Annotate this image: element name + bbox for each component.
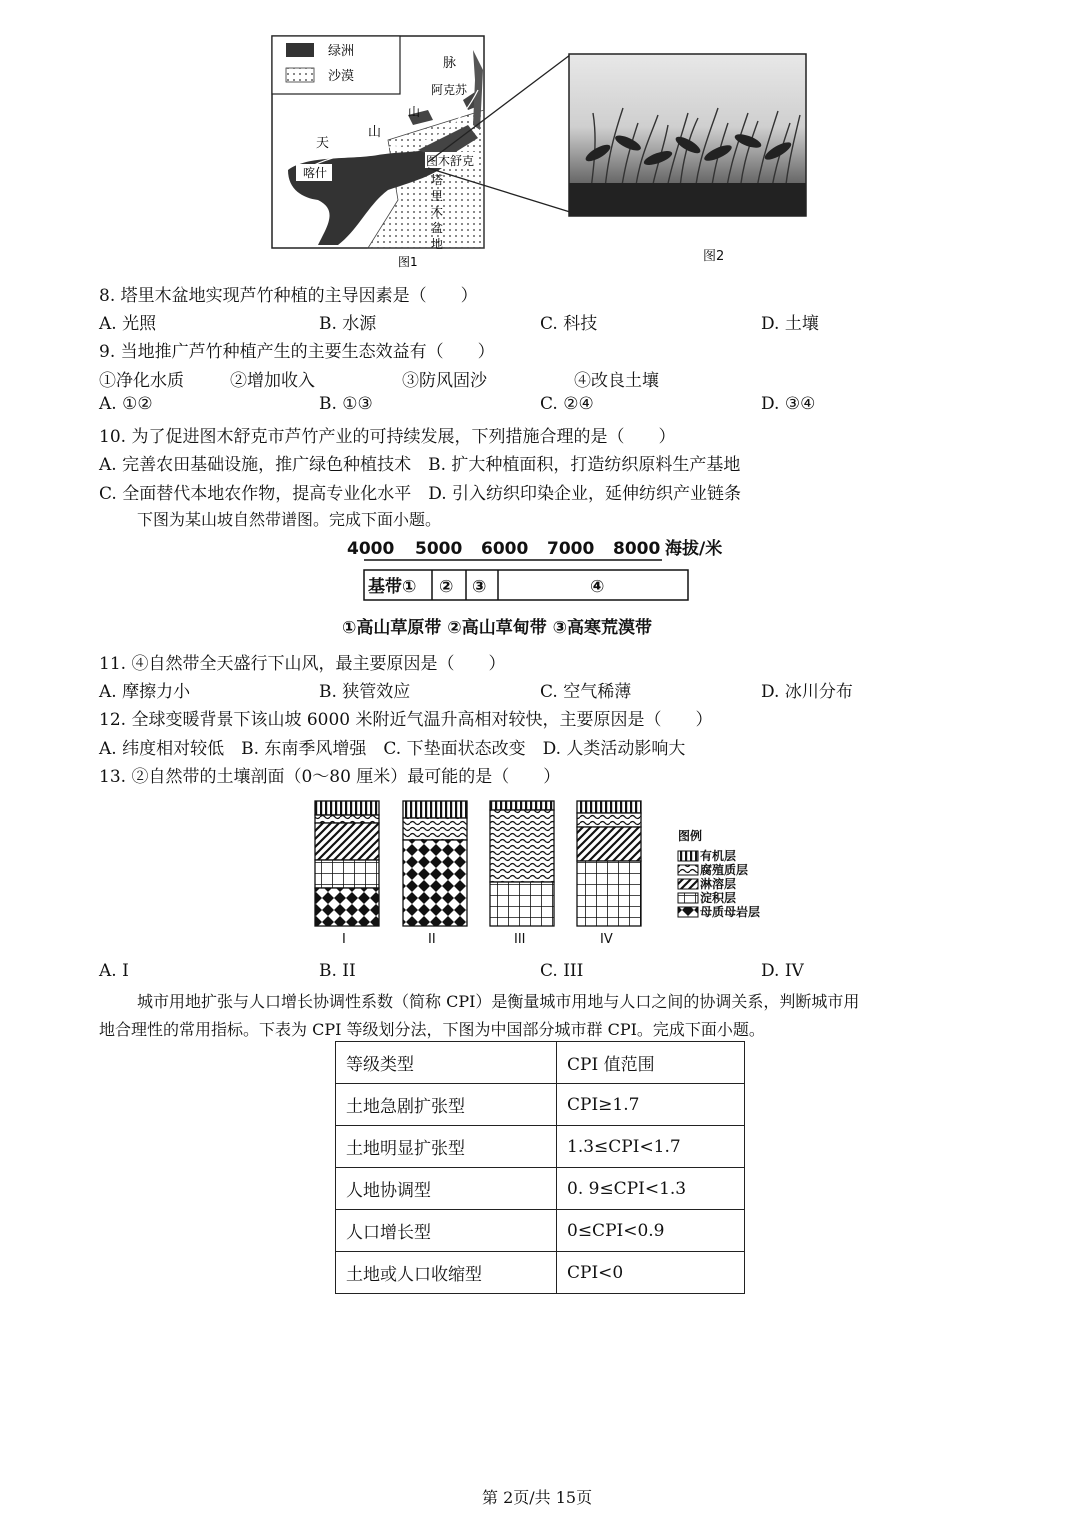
table-row	[336, 1210, 745, 1252]
q9-option-b[interactable]: B. ①③	[319, 394, 373, 414]
altitude-tick: 4000	[347, 539, 395, 559]
basin-char: 里	[431, 189, 444, 203]
q10-options-ab[interactable]: A. 完善农田基础设施，推广绿色种植技术 B. 扩大种植面积，打造纺织原料生产基地	[99, 455, 741, 475]
map-label-akesu: 阿克苏	[431, 83, 468, 97]
q9-option-c[interactable]: C. ②④	[540, 394, 594, 414]
table-row	[336, 1084, 745, 1126]
altitude-chart-legend: ①高山草原带 ②高山草甸带 ③高寒荒漠带	[342, 618, 653, 638]
zone-2: ②	[439, 577, 454, 597]
intro-cpi-line1: 城市用地扩张与人口增长协调性系数（简称 CPI）是衡量城市用地与人口之间的协调关系，判断城市用	[137, 992, 860, 1011]
soil-legend-item: 母质母岩层	[700, 905, 761, 919]
table-cell-range: 0. 9≤CPI<1.3	[557, 1168, 745, 1210]
page-footer: 第 2页/共 15页	[482, 1488, 593, 1507]
soil-column-label: I	[342, 932, 346, 947]
table-header-row	[336, 1042, 745, 1084]
table-cell-type: 土地急剧扩张型	[336, 1084, 557, 1126]
basin-char: 木	[431, 205, 444, 219]
altitude-zone-chart	[340, 532, 740, 642]
q11-option-b[interactable]: B. 狭管效应	[319, 682, 411, 702]
q13-option-c[interactable]: C. III	[540, 961, 584, 981]
map-label-kashi: 喀什	[303, 166, 328, 180]
q9-item: ④改良土壤	[574, 371, 659, 391]
figure-1-caption: 图1	[398, 255, 418, 269]
soil-legend-title: 图例	[678, 829, 703, 843]
basin-char: 塔	[431, 173, 444, 187]
table-cell-range: 0≤CPI<0.9	[557, 1210, 745, 1252]
q8-option-a[interactable]: A. 光照	[99, 314, 157, 334]
soil-legend-item: 淀积层	[700, 891, 737, 905]
figure-connector-lines	[420, 50, 580, 220]
intro-cpi-line2: 地合理性的常用指标。下表为 CPI 等级划分法，下图为中国部分城市群 CPI。完成下面小题。	[99, 1020, 765, 1039]
table-row	[336, 1126, 745, 1168]
soil-legend-item: 淋溶层	[700, 877, 737, 891]
table-cell-range: CPI<0	[557, 1252, 745, 1294]
q9-option-a[interactable]: A. ①②	[99, 394, 153, 414]
soil-column-label: III	[514, 932, 526, 947]
q8-option-c[interactable]: C. 科技	[540, 314, 598, 334]
table-cell-range: 1.3≤CPI<1.7	[557, 1126, 745, 1168]
table-cell-type: 人口增长型	[336, 1210, 557, 1252]
q9-stem: 9. 当地推广芦竹种植产生的主要生态效益有（ ）	[99, 342, 495, 362]
table-row	[336, 1252, 745, 1294]
cpi-grade-table	[335, 1041, 745, 1294]
soil-legend-item: 腐殖质层	[700, 863, 749, 877]
q8-stem: 8. 塔里木盆地实现芦竹种植的主导因素是（ ）	[99, 286, 478, 306]
map-label-shan2: 山	[368, 125, 382, 140]
q11-option-c[interactable]: C. 空气稀薄	[540, 682, 632, 702]
q8-option-b[interactable]: B. 水源	[319, 314, 377, 334]
altitude-tick: 7000	[547, 539, 595, 559]
q9-item: ③防风固沙	[402, 371, 487, 391]
altitude-tick: 6000	[481, 539, 529, 559]
zone-4: ④	[590, 577, 605, 597]
basin-char: 盆	[431, 221, 444, 235]
q9-option-d[interactable]: D. ③④	[761, 394, 816, 414]
q13-option-b[interactable]: B. II	[319, 961, 356, 981]
soil-column-label: IV	[600, 932, 613, 947]
map-label-tumushuke: 图木舒克	[426, 154, 475, 168]
q11-option-d[interactable]: D. 冰川分布	[761, 682, 853, 702]
table-header-cell: CPI 值范围	[557, 1042, 745, 1084]
table-cell-type: 土地明显扩张型	[336, 1126, 557, 1168]
soil-column-label: II	[428, 932, 436, 947]
q13-option-d[interactable]: D. IV	[761, 961, 804, 981]
zone-base-band: 基带①	[368, 577, 417, 597]
map-label-mai: 脉	[443, 56, 457, 71]
table-header-cell: 等级类型	[336, 1042, 557, 1084]
legend-desert-label: 沙漠	[328, 69, 355, 84]
q11-stem: 11. ④自然带全天盛行下山风，最主要原因是（ ）	[99, 654, 506, 674]
table-cell-range: CPI≥1.7	[557, 1084, 745, 1126]
table-row	[336, 1168, 745, 1210]
soil-profile-figure	[310, 796, 780, 954]
soil-legend-item: 有机层	[700, 849, 737, 863]
q10-stem: 10. 为了促进图木舒克市芦竹产业的可持续发展，下列措施合理的是（ ）	[99, 427, 676, 447]
altitude-tick: 8000	[613, 539, 661, 559]
map-label-tian: 天	[316, 136, 330, 151]
q12-options[interactable]: A. 纬度相对较低 B. 东南季风增强 C. 下垫面状态改变 D. 人类活动影响大	[99, 739, 686, 759]
q12-stem: 12. 全球变暖背景下该山坡 6000 米附近气温升高相对较快，主要原因是（ ）	[99, 710, 713, 730]
q10-options-cd[interactable]: C. 全面替代本地农作物，提高专业化水平 D. 引入纺织印染企业，延伸纺织产业链条	[99, 484, 742, 504]
table-cell-type: 人地协调型	[336, 1168, 557, 1210]
q13-option-a[interactable]: A. I	[99, 961, 129, 981]
q8-option-d[interactable]: D. 土壤	[761, 314, 819, 334]
intro-slope: 下图为某山坡自然带谱图。完成下面小题。	[137, 510, 442, 529]
q11-option-a[interactable]: A. 摩擦力小	[99, 682, 191, 702]
q9-item: ②增加收入	[230, 371, 315, 391]
map-label-shan: 山	[408, 105, 421, 119]
table-cell-type: 土地或人口收缩型	[336, 1252, 557, 1294]
q13-stem: 13. ②自然带的土壤剖面（0～80 厘米）最可能的是（ ）	[99, 767, 561, 787]
legend-oasis-label: 绿洲	[328, 44, 355, 59]
figure-2-caption: 图2	[703, 249, 725, 264]
altitude-tick: 5000	[415, 539, 463, 559]
basin-char: 地	[431, 237, 444, 251]
figure-2-reed-photo	[568, 53, 808, 218]
altitude-axis-label: 海拔/米	[665, 539, 723, 559]
zone-3: ③	[472, 577, 487, 597]
q9-item: ①净化水质	[99, 371, 184, 391]
